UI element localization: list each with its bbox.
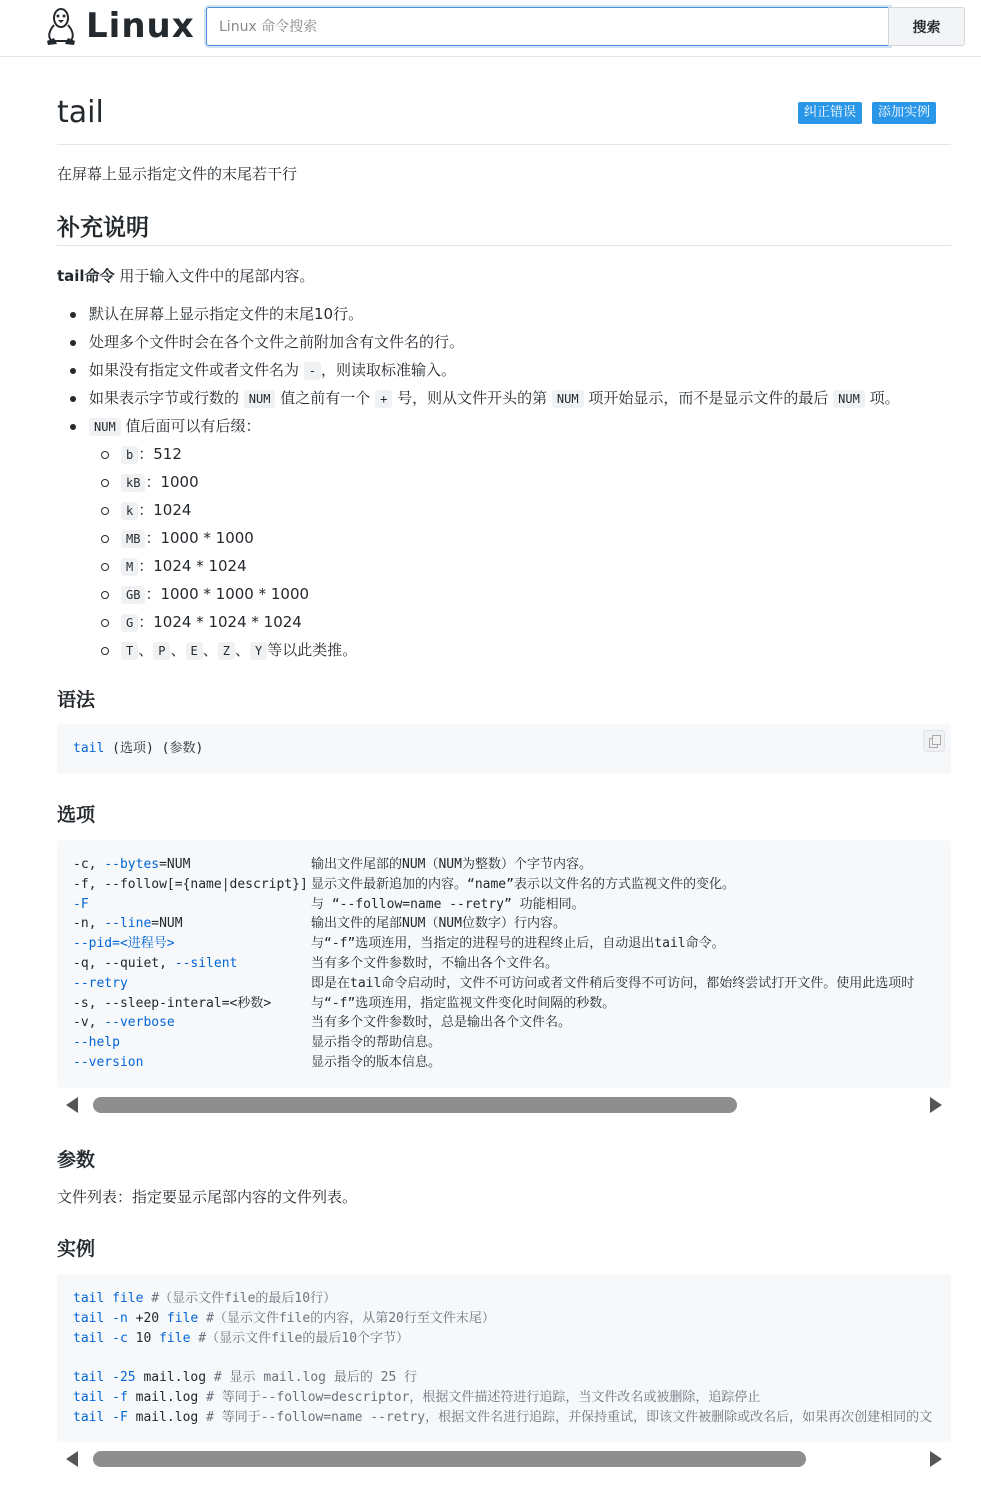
bullet-text: 默认在屏幕上显示指定文件的末尾10行。 xyxy=(89,305,364,323)
bullet-text: 项开始显示，而不是显示文件的最后 xyxy=(588,389,829,407)
bullet-text: 号，则从文件开头的第 xyxy=(397,389,548,407)
example-line xyxy=(73,1408,935,1428)
separator: 、 xyxy=(170,641,186,659)
scrollbar-thumb[interactable] xyxy=(93,1451,806,1467)
scroll-right-arrow-icon[interactable] xyxy=(930,1451,942,1467)
option-key xyxy=(73,1013,311,1033)
code-comment: # 等同于--follow=name --retry，根据文件名进行追踪，并保持重试，即该文件被删除或改名后，如果再次创建相同的文 xyxy=(198,1409,933,1425)
option-row xyxy=(73,875,935,895)
suffix-item xyxy=(89,552,951,580)
option-description: 当有多个文件参数时，不输出各个文件名。 xyxy=(311,955,559,971)
option-row xyxy=(73,974,935,994)
option-row xyxy=(73,914,935,934)
suffix-item xyxy=(89,468,951,496)
scroll-right-arrow-icon[interactable] xyxy=(930,1097,942,1113)
option-row xyxy=(73,1053,935,1073)
fix-error-button[interactable]: 纠正错误 xyxy=(798,102,862,124)
separator: 、 xyxy=(234,641,250,659)
code-keyword: tail xyxy=(73,1310,105,1326)
bullet-text: 如果表示字节或行数的 xyxy=(89,389,240,407)
code-comment: #（显示文件file的内容，从第20行至文件末尾） xyxy=(198,1310,495,1326)
suffix-text: ：1024 xyxy=(138,501,192,519)
inline-code: b xyxy=(121,446,138,464)
suffix-text: ：1000 * 1000 * 1000 xyxy=(145,585,310,603)
bullet-text: 处理多个文件时会在各个文件之前附加含有文件名的行。 xyxy=(89,333,465,351)
syntax-heading: 语法 xyxy=(57,689,96,711)
supplement-intro xyxy=(57,265,314,286)
params-heading: 参数 xyxy=(57,1149,96,1171)
option-key xyxy=(73,994,311,1014)
params-text: 文件列表：指定要显示尾部内容的文件列表。 xyxy=(57,1188,358,1206)
search-input[interactable] xyxy=(206,7,890,46)
option-key-flag: --help xyxy=(73,1035,120,1051)
option-key-flag: -F xyxy=(73,896,89,912)
list-item xyxy=(57,413,951,664)
examples-heading: 实例 xyxy=(57,1238,96,1260)
inline-code: NUM xyxy=(89,418,121,436)
code-file: file xyxy=(159,1310,199,1326)
list-item xyxy=(57,301,951,329)
option-key-flag: --verbose xyxy=(104,1015,175,1031)
code-keyword: tail xyxy=(73,1409,105,1425)
inline-code: M xyxy=(121,558,138,576)
option-key xyxy=(73,855,311,875)
copy-icon[interactable] xyxy=(923,730,945,752)
options-rows xyxy=(73,855,935,1073)
inline-code: + xyxy=(375,390,392,408)
option-key-flag: --line xyxy=(104,916,152,932)
suffix-text: 等以此类推。 xyxy=(267,641,358,659)
options-heading: 选项 xyxy=(57,804,96,826)
example-line xyxy=(73,1329,935,1349)
code-argument: file xyxy=(104,1291,144,1306)
bullet-text: 值后面可以有后缀： xyxy=(125,417,261,435)
list-item xyxy=(57,357,951,385)
inline-code: MB xyxy=(121,530,145,548)
option-key xyxy=(73,974,311,994)
option-description: 显示文件最新追加的内容。“name”表示以文件名的方式监视文件的变化。 xyxy=(311,876,735,892)
option-description: 与“-f”选项连用，当指定的进程号的进程终止后，自动退出tail命令。 xyxy=(311,936,725,952)
inline-code: Z xyxy=(218,642,235,660)
option-row xyxy=(73,895,935,915)
code-comment: # 等同于--follow=descriptor，根据文件描述符进行追踪，当文件改名或被删除，追踪停止 xyxy=(198,1389,761,1405)
option-description: 输出文件尾部的NUM（NUM为整数）个字节内容。 xyxy=(311,857,592,872)
option-description: 输出文件的尾部NUM（NUM位数字）行内容。 xyxy=(311,916,566,932)
option-key xyxy=(73,934,311,954)
code-file: mail.log xyxy=(127,1409,199,1425)
command-description: 在屏幕上显示指定文件的末尾若干行 xyxy=(57,165,298,183)
options-scrollbar[interactable] xyxy=(57,1091,951,1117)
option-key xyxy=(73,1033,311,1053)
code-file: mail.log xyxy=(127,1389,199,1405)
bullet-text: 项。 xyxy=(869,389,900,407)
example-line xyxy=(73,1388,935,1408)
logo-text: Linux xyxy=(86,6,195,46)
suffix-list xyxy=(89,440,951,664)
page-title: tail xyxy=(57,95,104,130)
supplement-list xyxy=(57,301,951,664)
options-code-block xyxy=(57,840,951,1088)
list-item xyxy=(57,329,951,357)
code-comment: #（显示文件file的最后10个字节） xyxy=(190,1330,410,1346)
option-key xyxy=(73,895,311,915)
option-description: 显示指令的版本信息。 xyxy=(311,1054,442,1070)
example-line xyxy=(73,1368,935,1388)
option-key-part: -f, --follow[={name|descript}] xyxy=(73,876,308,892)
examples-scrollbar[interactable] xyxy=(57,1445,951,1471)
suffix-item xyxy=(89,524,951,552)
option-key xyxy=(73,1053,311,1073)
inline-code: E xyxy=(186,642,203,660)
option-key-flag: --bytes xyxy=(104,857,160,872)
option-key-part: -v, xyxy=(73,1015,105,1031)
option-key xyxy=(73,954,311,974)
suffix-text: ：1024 * 1024 * 1024 xyxy=(138,613,302,631)
code-text: (选项) (参数) xyxy=(104,741,204,756)
option-description: 当有多个文件参数时，总是输出各个文件名。 xyxy=(311,1015,572,1031)
option-description: 即是在tail命令启动时，文件不可访问或者文件稍后变得不可访问，都始终尝试打开文件。使用此选项时 xyxy=(311,975,915,991)
suffix-text: ：1000 xyxy=(145,473,199,491)
inline-code: GB xyxy=(121,586,145,604)
inline-code: Y xyxy=(250,642,267,660)
code-keyword: tail xyxy=(73,1370,105,1386)
option-key-part: -q, --quiet, xyxy=(73,955,175,971)
code-file: file xyxy=(151,1330,191,1346)
option-key-flag: --version xyxy=(73,1054,144,1070)
code-comment: # 显示 mail.log 最后的 25 行 xyxy=(206,1370,418,1386)
bullet-text: ，则读取标准输入。 xyxy=(321,361,457,379)
option-row xyxy=(73,855,935,875)
scroll-left-arrow-icon[interactable] xyxy=(66,1451,78,1467)
suffix-item xyxy=(89,636,951,664)
option-key-part: -n, xyxy=(73,916,105,932)
option-key-flag: --silent xyxy=(174,955,238,971)
suffix-item xyxy=(89,440,951,468)
examples-code-block xyxy=(57,1274,951,1442)
site-header xyxy=(0,0,981,57)
syntax-code-block xyxy=(57,724,951,774)
bullet-text: 如果没有指定文件或者文件名为 xyxy=(89,361,300,379)
code-number: 10 xyxy=(127,1330,152,1346)
suffix-item xyxy=(89,496,951,524)
scrollbar-thumb[interactable] xyxy=(93,1097,737,1113)
code-keyword: tail xyxy=(73,1330,105,1346)
option-key-flag: --pid=<进程号> xyxy=(73,936,175,952)
inline-code: P xyxy=(153,642,170,660)
option-key-part: =NUM xyxy=(159,857,191,872)
code-comment: #（显示文件file的最后10行） xyxy=(143,1291,337,1306)
option-row xyxy=(73,994,935,1014)
code-flag: -F xyxy=(104,1409,128,1425)
code-flag: -25 xyxy=(104,1370,136,1386)
code-keyword: tail xyxy=(73,1291,105,1306)
scroll-left-arrow-icon[interactable] xyxy=(66,1097,78,1113)
example-line xyxy=(73,1348,935,1368)
option-key-flag: --retry xyxy=(73,975,128,991)
search-button[interactable]: 搜索 xyxy=(888,7,965,46)
code-keyword: tail xyxy=(73,741,105,756)
option-row xyxy=(73,1033,935,1053)
suffix-item xyxy=(89,608,951,636)
code-flag: -c xyxy=(104,1330,128,1346)
inline-code: kB xyxy=(121,474,145,492)
option-key xyxy=(73,875,311,895)
inline-code: - xyxy=(304,362,321,380)
code-keyword: tail xyxy=(73,1389,105,1405)
intro-bold: tail命令 xyxy=(57,267,115,285)
option-row xyxy=(73,934,935,954)
option-description: 与 “--follow=name --retry” 功能相同。 xyxy=(311,896,585,912)
suffix-text: ：1024 * 1024 xyxy=(138,557,247,575)
suffix-item xyxy=(89,580,951,608)
option-description: 与“-f”选项连用，指定监视文件变化时间隔的秒数。 xyxy=(311,995,616,1011)
inline-code: NUM xyxy=(552,390,584,408)
code-flag: -f xyxy=(104,1389,128,1405)
title-row xyxy=(57,95,951,145)
option-key-part: =NUM xyxy=(151,916,183,932)
list-item xyxy=(57,385,951,413)
code-file: mail.log xyxy=(135,1370,207,1386)
tux-penguin-icon xyxy=(44,6,78,46)
separator: 、 xyxy=(138,641,154,659)
code-line xyxy=(73,739,935,759)
inline-code: k xyxy=(121,502,138,520)
option-row xyxy=(73,1013,935,1033)
inline-code: NUM xyxy=(833,390,865,408)
example-lines xyxy=(73,1289,935,1428)
inline-code: G xyxy=(121,614,138,632)
supplement-heading: 补充说明 xyxy=(57,209,951,246)
option-key-part: -c, xyxy=(73,857,105,872)
option-key-part: -s, --sleep-interal=<秒数> xyxy=(73,995,272,1011)
intro-text: 用于输入文件中的尾部内容。 xyxy=(114,267,315,285)
bullet-text: 值之前有一个 xyxy=(280,389,371,407)
suffix-text: ：512 xyxy=(138,445,182,463)
separator: 、 xyxy=(202,641,218,659)
code-number: +20 xyxy=(127,1310,160,1326)
option-description: 显示指令的帮助信息。 xyxy=(311,1035,442,1051)
option-row xyxy=(73,954,935,974)
example-line xyxy=(73,1309,935,1329)
inline-code: T xyxy=(121,642,138,660)
option-key xyxy=(73,914,311,934)
inline-code: NUM xyxy=(244,390,276,408)
suffix-text: ：1000 * 1000 xyxy=(145,529,254,547)
example-line xyxy=(73,1289,935,1309)
site-logo[interactable] xyxy=(44,6,195,46)
add-example-button[interactable]: 添加实例 xyxy=(872,102,936,124)
code-flag: -n xyxy=(104,1310,128,1326)
